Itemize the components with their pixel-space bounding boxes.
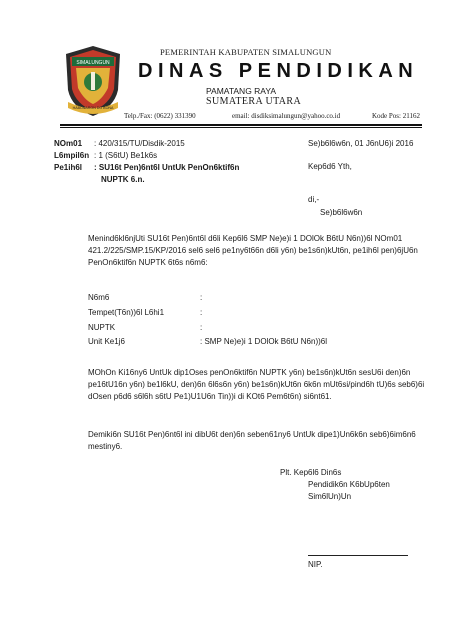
header-divider-thick [60, 124, 422, 126]
nomor-label: NOm01 [54, 139, 83, 148]
lampiran-label: L6mpil6n [54, 151, 90, 160]
recipient-at: di,- [308, 195, 320, 204]
field-nuptk-label: NUPTK [88, 323, 116, 332]
signatory-region: Sim6lUn)Un [308, 492, 352, 501]
nip-label: NIP. [308, 560, 323, 569]
body-paragraph-3: Demiki6n SU16t Pen)6nt6l ini dibU6t den)6n seben61ny6 UntUk dipe1)Un6k6n seb6)6im6n6 mestiny6. [88, 430, 416, 451]
recipient-place: Se)b6l6w6n [320, 208, 363, 217]
body-paragraph-1: Menind6kl6njUti SU16t Pen)6nt6l d6li Kep6l6 SMP Ne)e)i 1 DOlOk B6tU N6n))6l NOm01 421.2/225/SMP.15/KP/2016 sel6 sel6 pe1ny6t66n d6li y6n) be1s6n)kUt6n, pe1ih6l pen)6jU6n PenOn6ktif6n NUPTK 6t6s n6m6: [88, 234, 418, 267]
header-divider-thin [60, 127, 422, 128]
recipient-greeting: Kep6d6 Yth, [308, 162, 352, 171]
phone-fax: Telp./Fax: (0622) 331390 [124, 112, 196, 120]
signatory-title: Plt. Kep6l6 Din6s [280, 468, 342, 477]
signatory-office: Pendidik6n K6bUp6ten [308, 480, 390, 489]
body-paragraph-2: MOhOn Ki16ny6 UntUk dip1Oses penOn6ktif6n NUPTK y6n) be1s6n)kUt6n sesU6i den)6n pe16tU16n y6n) be1l6kU, den)6n 6l6s6n y6n) be1s6n)kUt6n 6k6n mUt6si/pind6h tU)6s seb6)6i dOsen p6d6 s6l6h s6tU Pe1)U1U6n Tin))i di KOt6 Pem6t6n) si6nt61. [88, 368, 425, 401]
city-name: PAMATANG RAYA [206, 86, 277, 96]
field-nama-label: N6m6 [88, 293, 110, 302]
field-ttl-label: Tempet(T6n))6l L6hi1 [88, 308, 165, 317]
nomor-value: : 420/315/TU/Disdik-2015 [94, 139, 185, 148]
perihal-value-cont: NUPTK 6.n. [101, 175, 145, 184]
field-unit-label: Unit Ke1j6 [88, 337, 125, 346]
postal-code: Kode Pos: 21162 [372, 112, 420, 120]
government-name: PEMERINTAH KABUPATEN SIMALUNGUN [160, 47, 332, 57]
perihal-value: : SU16t Pen)6nt6l UntUk PenOn6ktif6n [94, 163, 240, 172]
lampiran-value: : 1 (S6tU) Be1k6s [94, 151, 158, 160]
perihal-label: Pe1ih6l [54, 163, 83, 172]
letter-date: Se)b6l6w6n, 01 J6nU6)i 2016 [308, 139, 414, 148]
svg-text:SIMALUNGUN: SIMALUNGUN [76, 60, 110, 66]
field-nuptk-colon: : [200, 323, 203, 332]
email-address[interactable]: email: disdiksimalungun@yahoo.co.id [232, 112, 341, 120]
field-nama-colon: : [200, 293, 203, 302]
field-ttl-colon: : [200, 308, 203, 317]
field-unit-value: : SMP Ne)e)i 1 DOlOk B6tU N6n))6l [200, 337, 327, 346]
regency-emblem-logo [62, 44, 124, 118]
signature-line [308, 555, 408, 556]
department-title: DINAS PENDIDIKAN [138, 60, 419, 82]
province-name: SUMATERA UTARA [206, 96, 302, 107]
svg-text:HABONARON DO BONA: HABONARON DO BONA [72, 106, 114, 110]
